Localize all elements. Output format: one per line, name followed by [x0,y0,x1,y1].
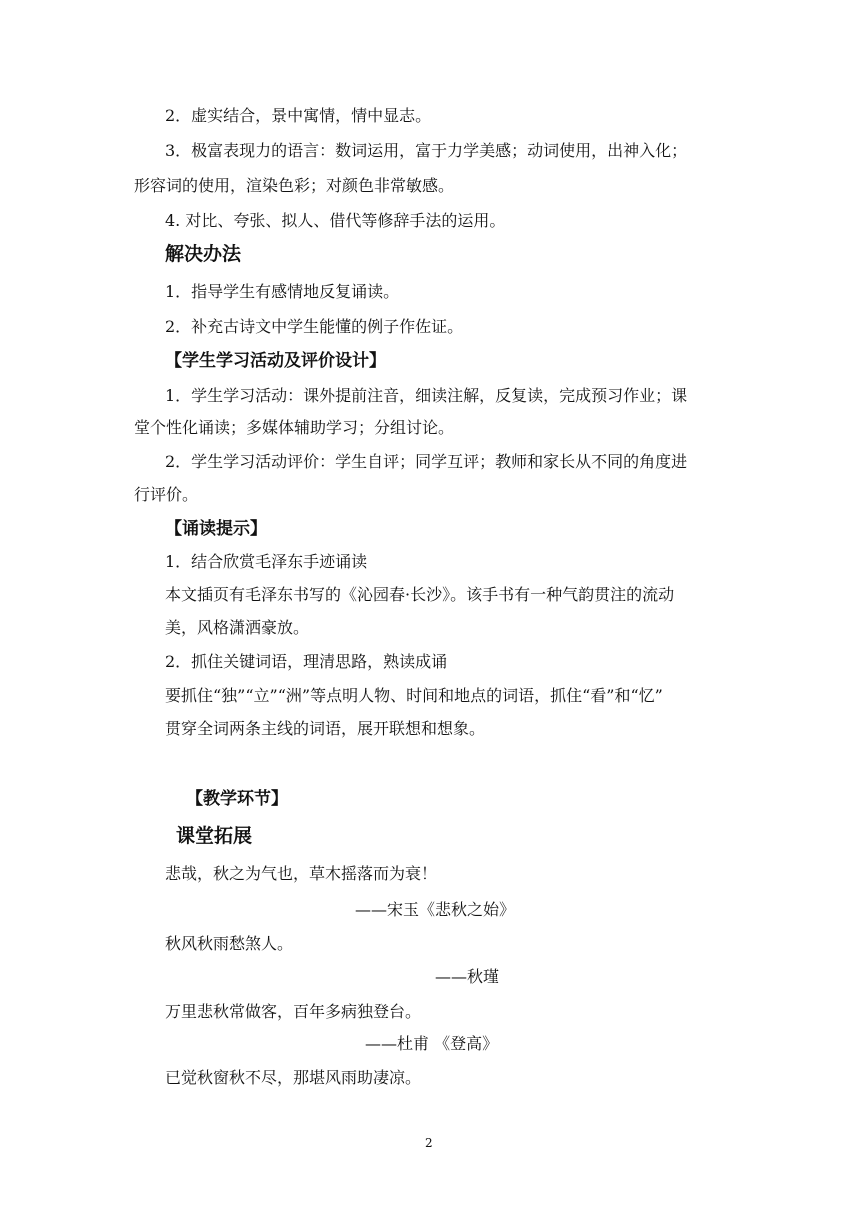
list-item: 2．学生学习活动评价：学生自评；同学互评；教师和家长从不同的角度进 [165,452,688,471]
list-item: 2．补充古诗文中学生能懂的例子作佐证。 [165,317,464,336]
paragraph: 本文插页有毛泽东书写的《沁园春·长沙》。该手书有一种气韵贯注的流动 [165,585,675,604]
list-item-continuation: 形容词的使用，渲染色彩；对颜色非常敏感。 [134,176,455,195]
list-item-continuation: 堂个性化诵读；多媒体辅助学习；分组讨论。 [134,418,455,437]
list-item: 1．指导学生有感情地反复诵读。 [165,282,400,301]
quote-line: 已觉秋窗秋不尽，那堪风雨助凄凉。 [165,1068,422,1087]
section-heading-solution: 解决办法 [165,243,242,265]
list-item: 1．结合欣赏毛泽东手迹诵读 [165,552,368,571]
section-heading-activity: 【学生学习活动及评价设计】 [165,351,386,371]
list-item: 1．学生学习活动：课外提前注音，细读注解，反复读，完成预习作业；课 [165,386,688,405]
quote-attribution: ——杜甫 《登高》 [365,1034,499,1053]
section-heading-expand: 课堂拓展 [176,825,253,847]
page-number: 2 [425,1136,433,1150]
list-item: 2．虚实结合，景中寓情，情中显志。 [165,106,432,125]
quote-line: 秋风秋雨愁煞人。 [165,934,294,953]
quote-attribution: ——秋瑾 [435,967,500,986]
paragraph: 美，风格潇洒豪放。 [165,618,310,637]
list-item: 2．抓住关键词语，理清思路，熟读成诵 [165,652,448,671]
paragraph: 要抓住“独”“立”“洲”等点明人物、时间和地点的词语，抓住“看”和“忆” [165,686,663,705]
quote-line: 万里悲秋常做客，百年多病独登台。 [165,1002,422,1021]
list-item-continuation: 行评价。 [134,485,199,504]
list-item: 4. 对比、夸张、拟人、借代等修辞手法的运用。 [165,211,506,230]
paragraph: 贯穿全词两条主线的词语，展开联想和想象。 [165,719,486,738]
list-item: 3．极富表现力的语言：数词运用，富于力学美感；动词使用，出神入化； [165,141,688,160]
quote-line: 悲哉，秋之为气也，草木摇落而为衰！ [165,864,438,883]
section-heading-reading: 【诵读提示】 [165,519,267,539]
section-heading-teaching: 【教学环节】 [186,789,288,809]
quote-attribution: ——宋玉《悲秋之始》 [355,900,516,919]
